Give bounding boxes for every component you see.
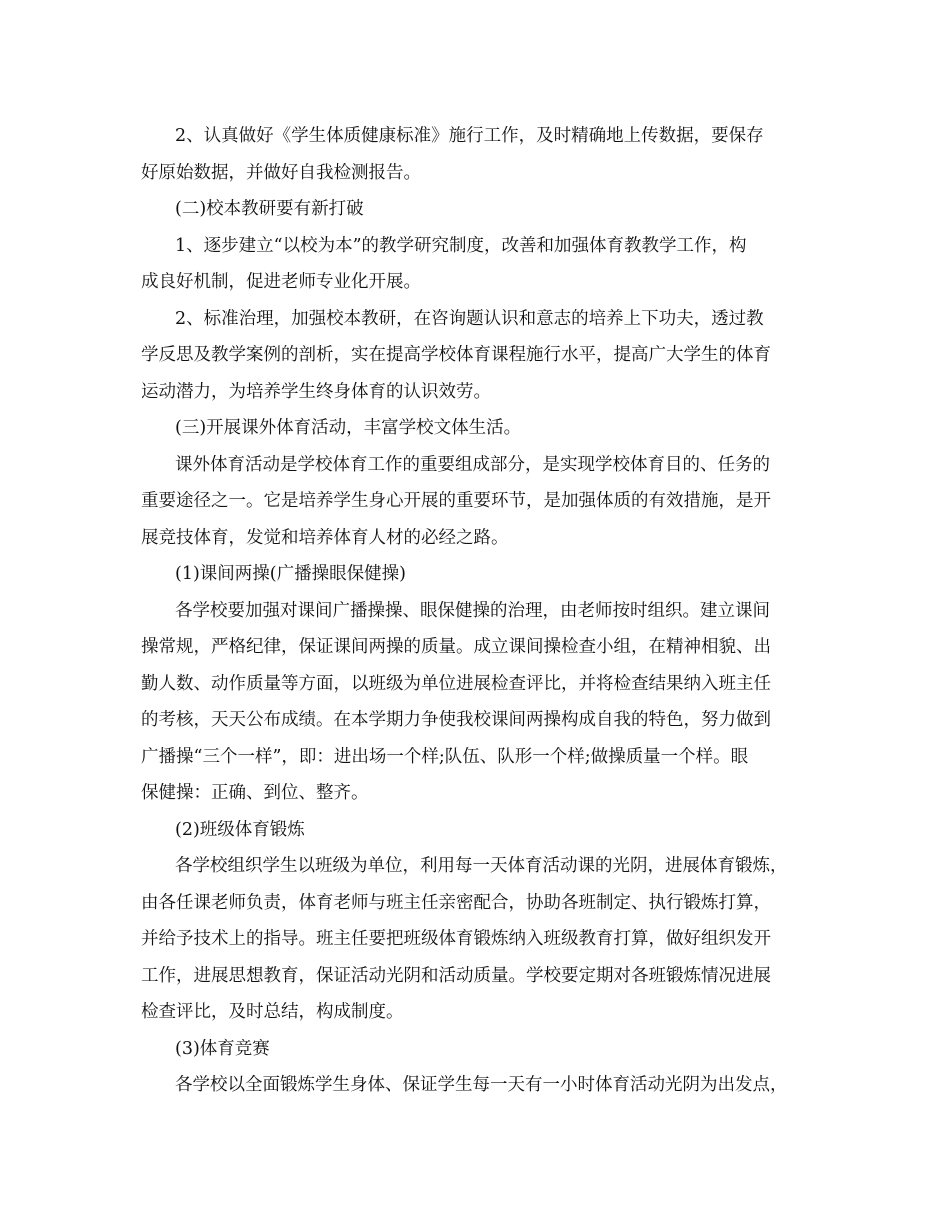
text-line: 勤人数、动作质量等方面，以班级为单位进展检查评比，并将检查结果纳入班主任 [141,673,771,694]
text-line: 检查评比，及时总结，构成制度。 [141,1002,404,1022]
text-line: 学反思及教学案例的剖析，实在提高学校体育课程施行水平，提高广大学生的体育 [141,345,771,365]
text-line: 保健操：正确、到位、整齐。 [141,783,369,803]
text-line: 由各任课老师负责，体育老师与班主任亲密配合，协助各班制定、执行锻炼打算， [141,892,771,913]
text-line: 并给予技术上的指导。班主任要把班级体育锻炼纳入班级教育打算，做好组织发开 [141,929,771,949]
text-line: 课外体育活动是学校体育工作的重要组成部分，是实现学校体育目的、任务的 [175,454,770,475]
text-line: 2、标准治理，加强校本教研，在咨询题认识和意志的培养上下功夫，透过教 [175,308,764,329]
text-line: 各学校组织学生以班级为单位，利用每一天体育活动课的光阴，进展体育锻炼， [175,856,788,876]
text-line: (二)校本教研要有新打破 [175,199,364,219]
text-line: 1、逐步建立“以校为本”的教学研究制度，改善和加强体育教教学工作，构 [175,235,747,256]
text-line: (三)开展课外体育活动，丰富学校文体生活。 [175,418,522,438]
text-line: 2、认真做好《学生体质健康标准》施行工作，及时精确地上传数据，要保存 [175,126,764,146]
text-line: 好原始数据，并做好自我检测报告。 [141,162,421,183]
text-line: 各学校要加强对课间广播操操、眼保健操的治理，由老师按时组织。建立课间 [175,600,770,621]
text-line: (3)体育竞赛 [175,1038,270,1059]
text-line: 重要途径之一。它是培养学生身心开展的重要环节，是加强体质的有效措施，是开 [141,491,771,511]
text-line: (2)班级体育锻炼 [175,819,305,840]
text-line: 操常规，严格纪律，保证课间两操的质量。成立课间操检查小组，在精神相貌、出 [141,637,771,657]
text-line: 工作，进展思想教育，保证活动光阴和活动质量。学校要定期对各班锻炼情况进展 [141,965,771,986]
text-line: 展竞技体育，发觉和培养体育人材的必经之路。 [141,527,509,548]
text-line: 成良好机制，促进老师专业化开展。 [141,272,421,292]
text-line: 运动潜力，为培养学生终身体育的认识效劳。 [141,381,491,402]
text-line: 的考核，天天公布成绩。在本学期力争使我校课间两操构成自我的特色，努力做到 [141,710,771,730]
text-line: (1)课间两操(广播操眼保健操) [175,564,406,584]
text-line: 广播操“三个一样”，即：进出场一个样;队伍、队形一个样;做操质量一个样。眼 [141,746,749,767]
text-line: 各学校以全面锻炼学生身体、保证学生每一天有一小时体育活动光阴为出发点， [175,1075,788,1095]
document-body [141,118,831,1104]
